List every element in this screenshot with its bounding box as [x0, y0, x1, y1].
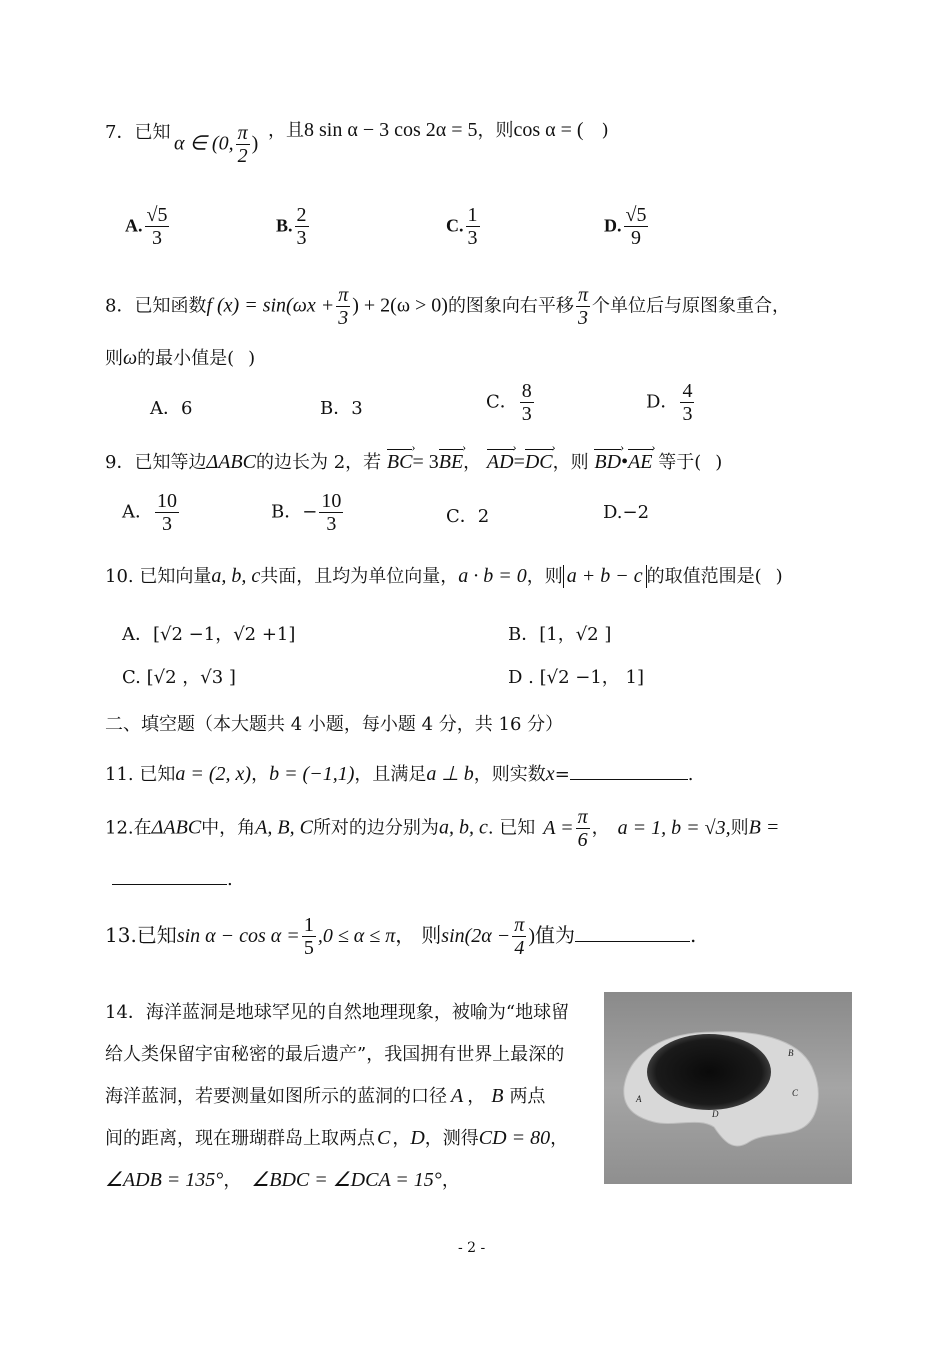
q8-option-d: D． $\frac{4}{3}$ [646, 380, 693, 425]
photo-label-b: B [788, 1048, 794, 1058]
photo-label-d: D [712, 1109, 719, 1119]
photo-label-c: C [792, 1088, 799, 1098]
q10-option-c: C. [√2 ，√3 ] [122, 667, 236, 688]
q14-line-5: ∠ADB = 135°， ∠BDC = ∠DCA = 15°， [105, 1169, 460, 1191]
blue-hole-photo [604, 992, 852, 1184]
q9-stem: 9．已知等边ΔABC的边长为 2，若 BC ›= 3BE ›， AD ›=DC ›，则 BD ›•AE › 等于( ) [105, 448, 722, 474]
q12-answer-blank[interactable] [112, 866, 227, 885]
q8-stem-line2: 则ω的最小值是( ) [105, 347, 256, 369]
q12-stem: 12.在ΔABC中，角A, B, C所对的边分别为a, b, c. 已知 A = $\frac{\pi}{6}$ ， a = 1, b = √3,则B = [105, 806, 780, 851]
q8-option-c: C． $\frac{8}{3}$ [486, 380, 532, 425]
section-heading-fill-in: 二、填空题（本大题共 4 小题，每小题 4 分，共 16 分） [105, 714, 564, 735]
q10-option-b: B．[1，√2 ] [508, 624, 612, 645]
q8-stem: 8．已知函数f (x) = sin(ωx + $\frac{\pi}{3}$ ) + 2(ω > 0)的图象向右平移 $\frac{\pi}{3}$ 个单位后与原图象重合， [105, 284, 790, 329]
q9-option-a: A． $\frac{10}{3}$ [122, 490, 177, 535]
q8-option-a: A．6 [150, 398, 193, 419]
q7-option-a: A. $\frac{√5}{3}$ [125, 204, 168, 249]
q14-line-2: 给人类保留宇宙秘密的最后遗产”，我国拥有世界上最深的 [105, 1044, 565, 1065]
q10-stem: 10. 已知向量a, b, c共面，且均为单位向量，a · b = 0，则 a + b − c 的取值范围是( ) [105, 565, 783, 587]
q7-condition-alpha: α ∈ (0, $\frac{\pi}{2}$ ) [174, 122, 259, 167]
q11-answer-blank[interactable] [570, 761, 688, 780]
q12-answer-line: . [112, 866, 233, 890]
q14-line-4: 间的距离，现在珊瑚群岛上取两点 C ，D，测得CD = 80， [105, 1127, 569, 1149]
q13-answer-blank[interactable] [575, 923, 690, 942]
page-number: - 2 - [458, 1240, 486, 1256]
blue-hole [647, 1034, 771, 1110]
q9-option-b: B．− $\frac{10}{3}$ [271, 490, 342, 535]
q9-option-c: C．2 [446, 506, 490, 527]
q7-option-d: D. $\frac{√5}{9}$ [604, 204, 647, 249]
q7-stem: 7．已知 [105, 122, 171, 143]
photo-label-a: A [636, 1094, 642, 1104]
q11-stem: 11. 已知a = (2, x)，b = (−1,1)，且满足a ⊥ b，则实数x= . [105, 763, 694, 785]
q10-option-d: D . [√2 −1， 1] [508, 667, 644, 688]
q7-option-c: C. $\frac{1}{3}$ [446, 204, 478, 249]
q7-condition-eq: ，且8 sin α − 3 cos 2α = 5，则cos α = ( ) [268, 119, 609, 141]
q8-option-b: B．3 [320, 398, 363, 419]
q7-option-b: B. $\frac{2}{3}$ [276, 204, 307, 249]
q10-option-a: A．[√2 −1，√2 +1] [122, 624, 296, 645]
q13-stem: 13.已知sin α − cos α = $\frac{1}{5}$ ,0 ≤ α ≤ π， 则sin(2α − $\frac{\pi}{4}$ )值为 . [105, 914, 697, 959]
q9-option-d: D.−2 [603, 502, 650, 523]
q14-line-3: 海洋蓝洞，若要测量如图所示的蓝洞的口径 A ， B 两点 [105, 1085, 546, 1107]
q14-line-1: 14．海洋蓝洞是地球罕见的自然地理现象，被喻为“地球留 [105, 1002, 570, 1023]
